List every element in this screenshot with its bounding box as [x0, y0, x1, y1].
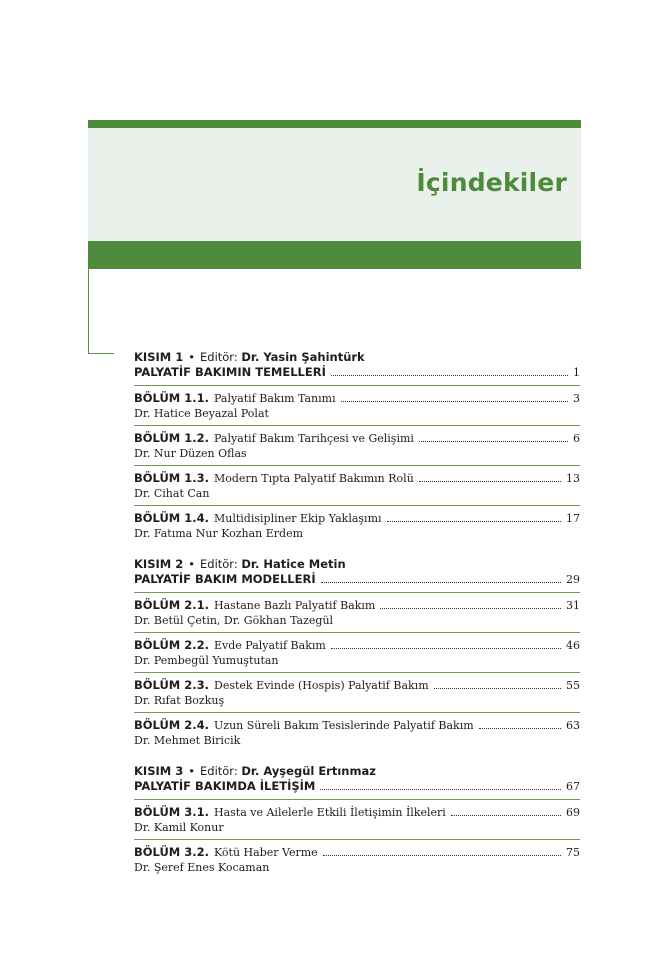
dot-leader [321, 582, 561, 583]
chapter-entry[interactable] [134, 505, 580, 541]
chapter-label: BÖLÜM 2.1. [134, 598, 209, 612]
chapter-authors: Dr. Rıfat Bozkuş [134, 694, 225, 707]
page-number: 29 [566, 573, 580, 586]
chapter-entry[interactable] [134, 839, 580, 875]
chapter-label: BÖLÜM 1.1. [134, 391, 209, 405]
chapter-authors: Dr. Kamil Konur [134, 821, 224, 834]
chapter-entry[interactable] [134, 799, 580, 835]
editor-label: Editör: [200, 764, 238, 778]
page-number: 31 [566, 599, 580, 612]
chapter-entry[interactable] [134, 712, 580, 748]
chapter-label: BÖLÜM 1.2. [134, 431, 209, 445]
part-title-row[interactable] [134, 572, 580, 587]
dot-leader [419, 441, 568, 442]
chapter-label: BÖLÜM 2.3. [134, 678, 209, 692]
part-section [134, 350, 580, 541]
chapter-title: Uzun Süreli Bakım Tesislerinde Palyatif Bakım [214, 719, 474, 732]
chapter-label: BÖLÜM 2.2. [134, 638, 209, 652]
page-number: 55 [566, 679, 580, 692]
page-number: 13 [566, 472, 580, 485]
chapter-label: BÖLÜM 3.1. [134, 805, 209, 819]
chapter-entry[interactable] [134, 632, 580, 668]
part-title-row[interactable] [134, 779, 580, 794]
bullet-separator: • [188, 764, 195, 778]
editor-name: Dr. Hatice Metin [241, 557, 346, 571]
part-title-row[interactable] [134, 365, 580, 380]
chapter-title: Multidisipliner Ekip Yaklaşımı [214, 512, 382, 525]
page-number: 46 [566, 639, 580, 652]
chapter-label: BÖLÜM 1.4. [134, 511, 209, 525]
dot-leader [387, 521, 561, 522]
header-bottom-bar [88, 241, 581, 269]
dot-leader [320, 789, 561, 790]
header-top-bar [88, 120, 581, 128]
dot-leader [331, 375, 568, 376]
chapter-entry[interactable] [134, 465, 580, 501]
table-of-contents [134, 350, 580, 891]
dot-leader [380, 608, 561, 609]
editor-name: Dr. Yasin Şahintürk [241, 350, 365, 364]
chapter-entry[interactable] [134, 385, 580, 421]
chapter-authors: Dr. Mehmet Biricik [134, 734, 241, 747]
page-number: 17 [566, 512, 580, 525]
page-number: 63 [566, 719, 580, 732]
chapter-entry[interactable] [134, 425, 580, 461]
dot-leader [451, 815, 561, 816]
chapter-label: BÖLÜM 3.2. [134, 845, 209, 859]
chapter-title: Palyatif Bakım Tarihçesi ve Gelişimi [214, 432, 414, 445]
part-title: PALYATİF BAKIM MODELLERİ [134, 572, 316, 586]
part-label: KISIM 2 [134, 557, 184, 571]
part-section [134, 764, 580, 875]
page-number: 3 [573, 392, 580, 405]
chapter-title: Hasta ve Ailelerle Etkili İletişimin İlkeleri [214, 806, 446, 819]
page-number: 69 [566, 806, 580, 819]
chapter-title: Modern Tıpta Palyatif Bakımın Rolü [214, 472, 414, 485]
chapter-title: Destek Evinde (Hospis) Palyatif Bakım [214, 679, 429, 692]
editor-name: Dr. Ayşegül Ertınmaz [241, 764, 376, 778]
bullet-separator: • [188, 557, 195, 571]
part-label: KISIM 3 [134, 764, 184, 778]
chapter-title: Palyatif Bakım Tanımı [214, 392, 336, 405]
page-number: 75 [566, 846, 580, 859]
dot-leader [341, 401, 568, 402]
editor-label: Editör: [200, 350, 238, 364]
chapter-label: BÖLÜM 2.4. [134, 718, 209, 732]
chapter-entry[interactable] [134, 592, 580, 628]
part-title: PALYATİF BAKIMDA İLETİŞİM [134, 779, 316, 793]
editor-label: Editör: [200, 557, 238, 571]
dot-leader [323, 855, 561, 856]
chapter-label: BÖLÜM 1.3. [134, 471, 209, 485]
dot-leader [434, 688, 561, 689]
part-header [134, 557, 580, 572]
chapter-authors: Dr. Betül Çetin, Dr. Gökhan Tazegül [134, 614, 334, 627]
chapter-authors: Dr. Şeref Enes Kocaman [134, 861, 270, 874]
page-number: 1 [573, 366, 580, 379]
chapter-authors: Dr. Cihat Can [134, 487, 210, 500]
dot-leader [419, 481, 561, 482]
chapter-authors: Dr. Pembegül Yumuştutan [134, 654, 279, 667]
part-label: KISIM 1 [134, 350, 184, 364]
dot-leader [331, 648, 561, 649]
chapter-authors: Dr. Nur Düzen Oflas [134, 447, 247, 460]
chapter-title: Kötü Haber Verme [214, 846, 318, 859]
chapter-title: Evde Palyatif Bakım [214, 639, 326, 652]
title-panel [88, 128, 581, 241]
page-number: 67 [566, 780, 580, 793]
dot-leader [479, 728, 561, 729]
chapter-authors: Dr. Fatıma Nur Kozhan Erdem [134, 527, 304, 540]
chapter-authors: Dr. Hatice Beyazal Polat [134, 407, 269, 420]
part-title: PALYATİF BAKIMIN TEMELLERİ [134, 365, 326, 379]
chapter-entry[interactable] [134, 672, 580, 708]
page-number: 6 [573, 432, 580, 445]
part-header [134, 764, 580, 779]
page-title: İçindekiler [416, 168, 567, 197]
decorative-bracket [88, 269, 114, 354]
chapter-title: Hastane Bazlı Palyatif Bakım [214, 599, 376, 612]
part-header [134, 350, 580, 365]
bullet-separator: • [188, 350, 195, 364]
part-section [134, 557, 580, 748]
